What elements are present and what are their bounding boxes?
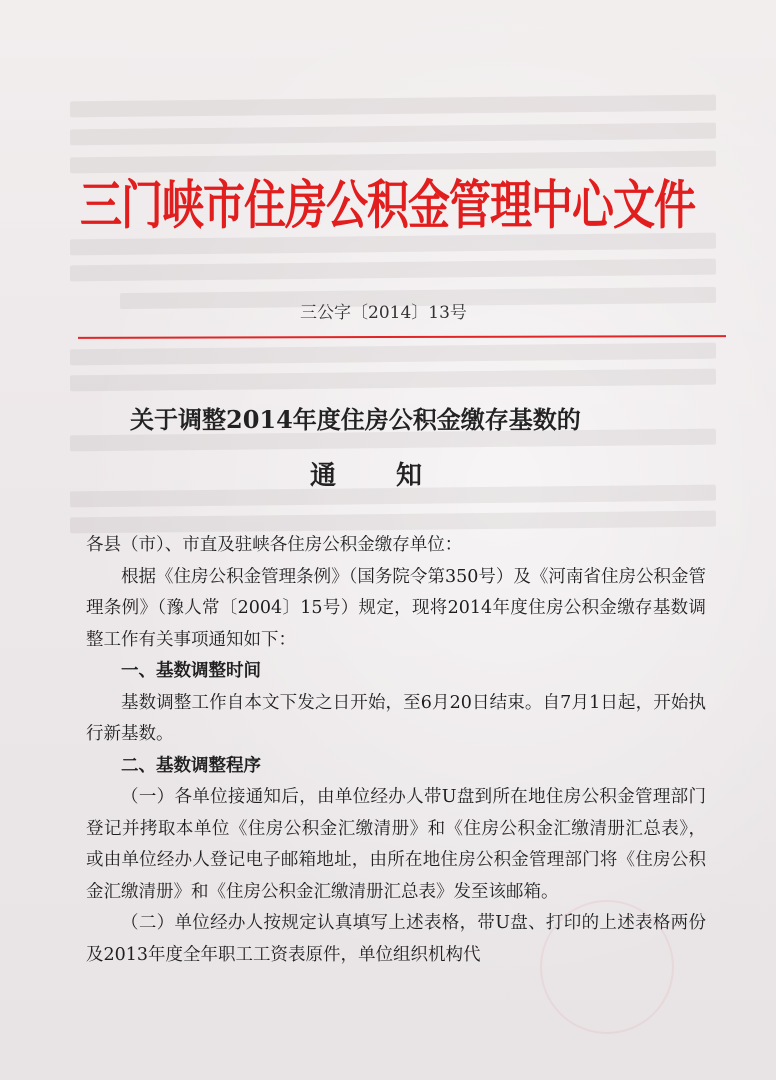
section-heading: 一、基数调整时间 (121, 661, 261, 681)
notice-title: 关于调整2014年度住房公积金缴存基数的 (130, 405, 581, 434)
bleed-through-line (70, 95, 716, 118)
faint-stamp-mark (540, 900, 674, 1034)
section-heading: 二、基数调整程序 (121, 755, 261, 776)
bleed-through-line (70, 123, 716, 146)
red-divider-rule (78, 335, 726, 339)
notice-title-word: 通知 (310, 461, 483, 491)
org-header-title: 三门峡市住房公积金管理中心文件 (80, 174, 696, 236)
addressee: 各县（市）、市直及驻峡各住房公积金缴存单位： (86, 535, 463, 555)
section-paragraph: （二）单位经办人按规定认真填写上述表格，带U盘、打印的上述表格两份及2013年度全年职工工资表原件，单位组织机构代 (86, 913, 706, 965)
bleed-through-line (70, 259, 716, 282)
bleed-through-line (70, 343, 716, 366)
section-paragraph: 基数调整工作自本文下发之日开始，至6月20日结束。自7月1日起，开始执行新基数。 (86, 692, 706, 744)
intro-paragraph: 根据《住房公积金管理条例》（国务院令第350号）及《河南省住房公积金管理条例》（豫人常〔2004〕15号）规定，现将2014年度住房公积金缴存基数调整工作有关事项通知如下： (86, 566, 706, 650)
bleed-through-line (70, 369, 716, 392)
section-paragraph: （一）各单位接通知后，由单位经办人带U盘到所在地住房公积金管理部门登记并拷取本单位《住房公积金汇缴清册》和《住房公积金汇缴清册汇总表》，或由单位经办人登记电子邮箱地址，由所在地住房公积金管理部门将《住房公积金汇缴清册》和《住房公积金汇缴清册汇总表》发至该邮箱。 (86, 787, 706, 902)
document-number: 三公字〔2014〕13号 (300, 303, 467, 323)
